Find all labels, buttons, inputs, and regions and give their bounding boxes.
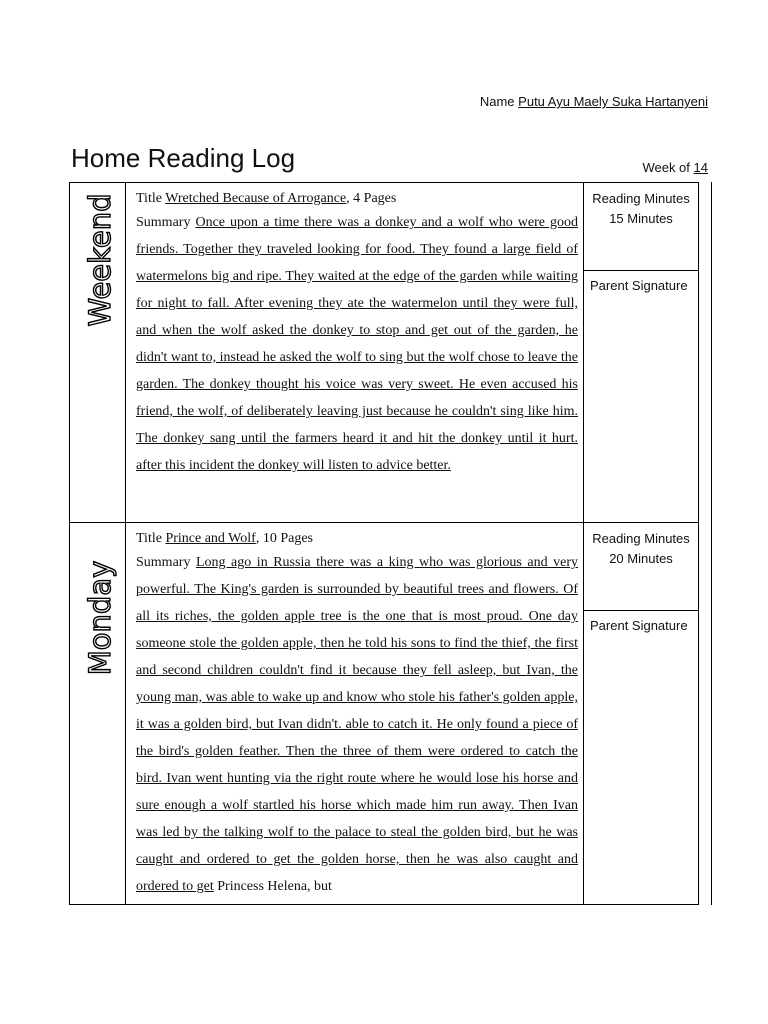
title-label: Title (136, 531, 162, 546)
day-text: Monday (83, 560, 117, 676)
reading-minutes-box (584, 183, 698, 271)
title-line (136, 189, 578, 209)
name-label: Name (479, 94, 515, 109)
book-title: Wretched Because of Arrogance (165, 191, 347, 206)
summary-label: Summary (136, 215, 191, 230)
page-count: , 4 Pages (346, 191, 397, 206)
week-line (642, 160, 708, 175)
summary-text: Once upon a time there was a donkey and a wolf who were good friends. Together they traveled looking for food. They found a large field of watermelons big and ripe. They waited at the edge of the garden while waiting for night to fall. After evening they ate the watermelon until they were full, and when the wolf asked the donkey to stop and get out of the garden, he didn't want to, instead he asked the wolf to sing but the wolf chose to leave the garden. The donkey thought his voice was very sweet. He even accused his friend, the wolf, of deliberately leaving just because he couldn't sing like him. The donkey sang until the farmers heard it and hit the donkey until it hurt. after this incident the donkey will listen to advice better. (136, 215, 579, 473)
week-value: 14 (693, 160, 708, 175)
parent-signature-box (584, 271, 698, 293)
reading-minutes-value: 15 Minutes (609, 211, 673, 226)
day-label-monday (70, 523, 125, 904)
name-value: Putu Ayu Maely Suka Hartanyeni (518, 94, 708, 109)
day-text: Weekend (83, 193, 117, 327)
summary-tail: Princess Helena, but (213, 879, 332, 894)
day-cell (70, 183, 126, 522)
side-cell (584, 523, 698, 904)
reading-minutes-label: Reading Minutes (592, 191, 690, 206)
entry-content (126, 183, 584, 522)
reading-minutes-value: 20 Minutes (609, 551, 673, 566)
parent-signature-label: Parent Signature (590, 278, 688, 293)
parent-signature-label: Parent Signature (590, 618, 688, 633)
title-label: Title (136, 191, 162, 206)
summary-paragraph (136, 209, 578, 479)
page-edge-line (711, 182, 712, 905)
reading-log-table (69, 182, 699, 905)
title-line (136, 529, 578, 549)
log-row-weekend (70, 183, 698, 523)
book-title: Prince and Wolf (165, 531, 256, 546)
name-line (480, 94, 708, 109)
log-row-monday (70, 523, 698, 904)
day-label-weekend (70, 183, 125, 523)
summary-label: Summary (136, 555, 191, 570)
page-count: , 10 Pages (255, 531, 313, 546)
day-cell (70, 523, 126, 904)
parent-signature-box (584, 611, 698, 633)
reading-minutes-label: Reading Minutes (592, 531, 690, 546)
entry-content (126, 523, 584, 904)
reading-minutes-box (584, 523, 698, 611)
summary-paragraph (136, 549, 578, 900)
side-cell (584, 183, 698, 522)
week-label: Week of (642, 160, 690, 175)
summary-text: Long ago in Russia there was a king who was glorious and very powerful. The King's garden is surrounded by beautiful trees and flowers. Of all its riches, the golden apple tree is the one that is most proud. One day someone stole the golden apple, then he told his sons to find the thief, the first and second children couldn't find it because they fell asleep, but Ivan, the young man, was able to wake up and know who stole his father's golden apple, it was a golden bird, but Ivan didn't. able to catch it. He only found a piece of the bird's golden feather. Then the three of them were ordered to catch the bird. Ivan went hunting via the right route where he would lose his horse and sure enough a wolf startled his horse which made him run away. Then Ivan was led by the talking wolf to the palace to steal the golden bird, but he was caught and ordered to get the golden horse, then he was also caught and ordered to get (136, 555, 578, 894)
page-title: Home Reading Log (71, 143, 296, 173)
